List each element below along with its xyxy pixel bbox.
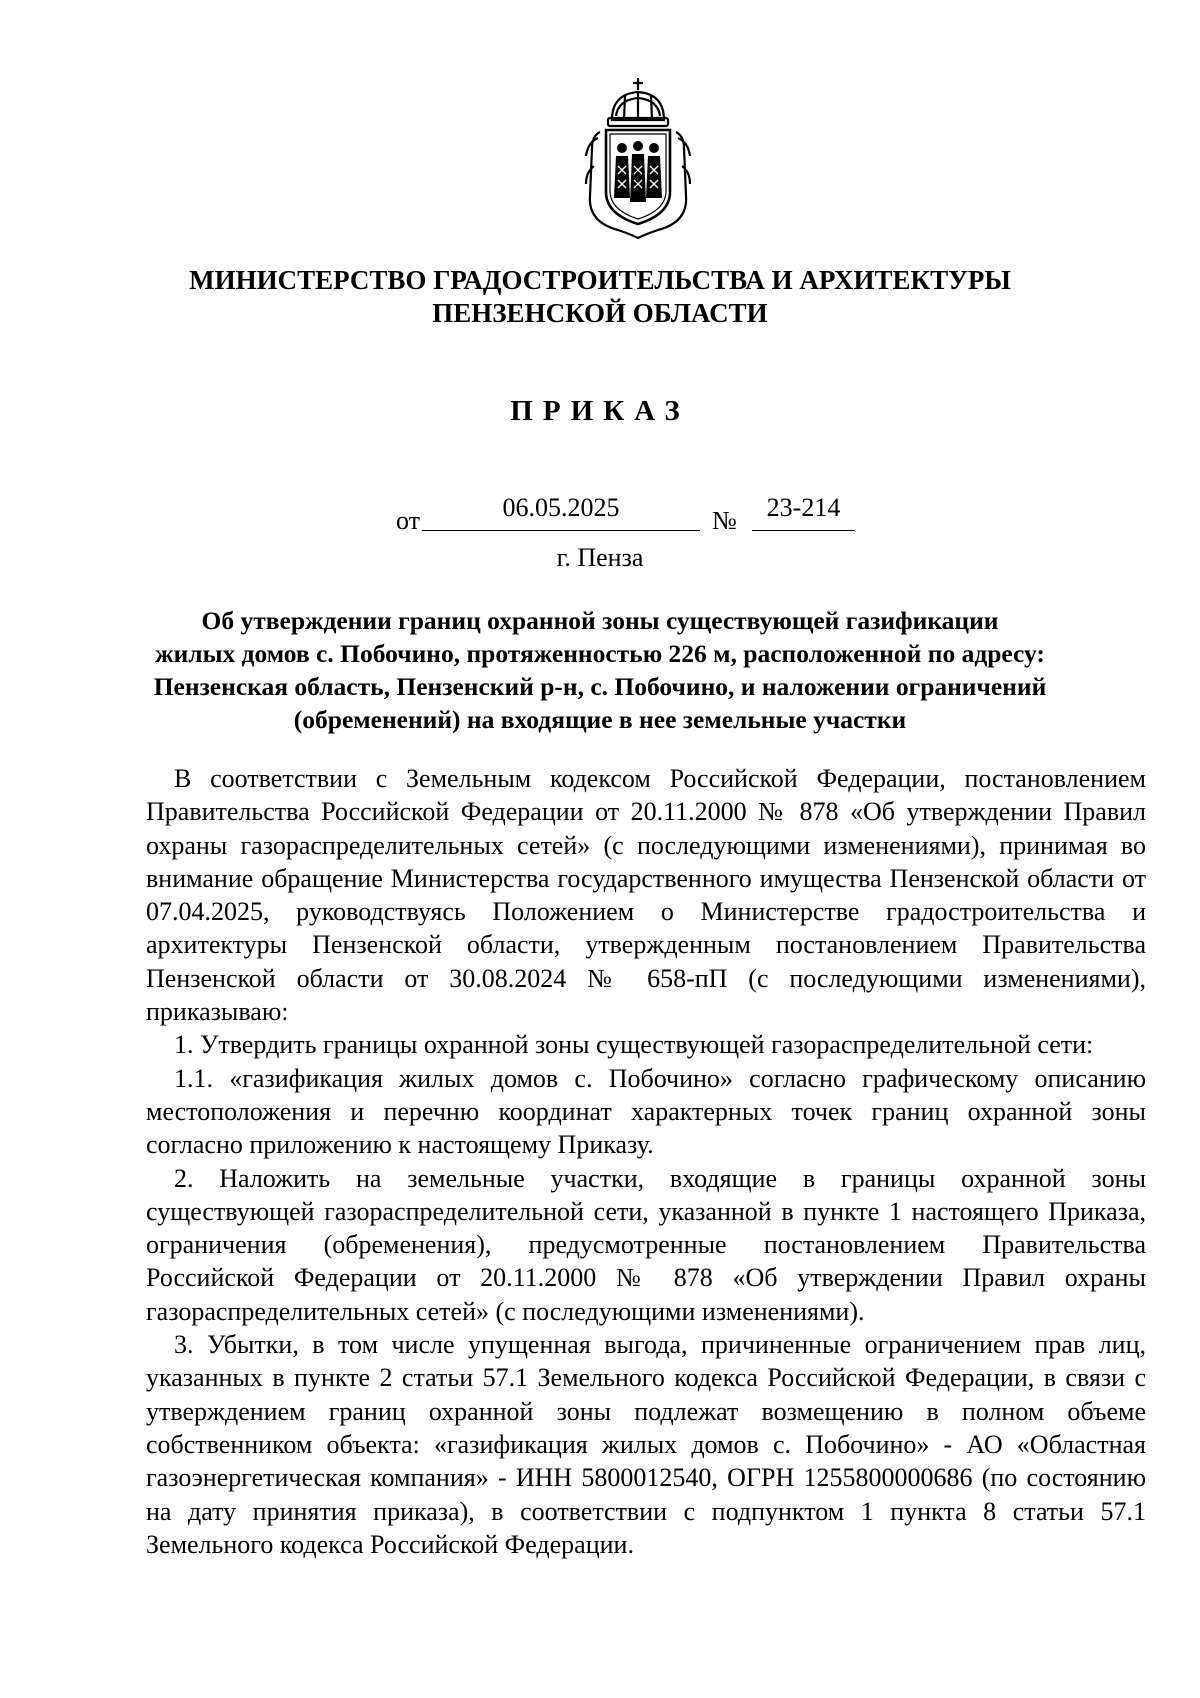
ministry-name-line1: МИНИСТЕРСТВО ГРАДОСТРОИТЕЛЬСТВА И АРХИТЕКТУРЫ <box>189 265 1011 295</box>
order-date-number-line <box>390 490 870 535</box>
order-date: 06.05.2025 <box>422 490 700 531</box>
ministry-name <box>130 264 1070 330</box>
date-prefix: от <box>396 506 421 535</box>
coat-of-arms-penza-icon <box>578 76 698 240</box>
ministry-name-line2: ПЕНЗЕНСКОЙ ОБЛАСТИ <box>432 298 768 328</box>
order-body <box>146 762 1146 1561</box>
body-paragraph-item-2: 2. Наложить на земельные участки, входящие в границы охранной зоны существующей газораспределительной сети, указанной в пункте 1 настоящего Приказа, ограничения (обременения), предусмотренные постановлением Правительства Российской Федерации от 20.11.2000 № 878 «Об утверждении Правил охраны газораспределительных сетей» (с последующими изменениями). <box>146 1163 1146 1326</box>
city: г. Пенза <box>556 543 644 572</box>
order-subject <box>128 604 1072 736</box>
number-prefix: № <box>712 506 737 535</box>
order-title: ПРИКАЗ <box>510 395 690 427</box>
body-paragraph-item-1: 1. Утвердить границы охранной зоны существующей газораспределительной сети: <box>174 1030 1094 1060</box>
subject-line: жилых домов с. Побочино, протяженностью 226 м, расположенной по адресу: <box>155 639 1045 668</box>
body-paragraph-item-1-1: 1.1. «газификация жилых домов с. Побочино» согласно графическому описанию местоположения и перечню координат характерных точек границ охранной зоны согласно приложению к настоящему Приказу. <box>146 1063 1146 1160</box>
subject-line: Пензенская область, Пензенский р-н, с. Побочино, и наложении ограничений <box>153 672 1047 701</box>
subject-line: (обременений) на входящие в нее земельные участки <box>293 705 907 734</box>
body-paragraph-preamble: В соответствии с Земельным кодексом Российской Федерации, постановлением Правительства Российской Федерации от 20.11.2000 № 878 «Об утверждении Правил охраны газораспределительных сетей» (с последующими изменениями), принимая во внимание обращение Министерства государственного имущества Пензенской области от 07.04.2025, руководствуясь Положением о Министерстве градостроительства и архитектуры Пензенской области, утвержденным постановлением Правительства Пензенской области от 30.08.2024 № 658-пП (с последующими изменениями), приказываю: <box>146 764 1146 1027</box>
order-number: 23-214 <box>752 490 855 531</box>
subject-line: Об утверждении границ охранной зоны существующей газификации <box>201 606 999 635</box>
body-paragraph-item-3: 3. Убытки, в том числе упущенная выгода, причиненные ограничением прав лиц, указанных в пункте 2 статьи 57.1 Земельного кодекса Российской Федерации, в связи с утверждением границ охранной зоны подлежат возмещению в полном объеме собственником объекта: «газификация жилых домов с. Побочино» - АО «Областная газоэнергетическая компания» - ИНН 5800012540, ОГРН 1255800000686 (по состоянию на дату принятия приказа), в соответствии с подпунктом 1 пункта 8 статьи 57.1 Земельного кодекса Российской Федерации. <box>146 1330 1146 1559</box>
